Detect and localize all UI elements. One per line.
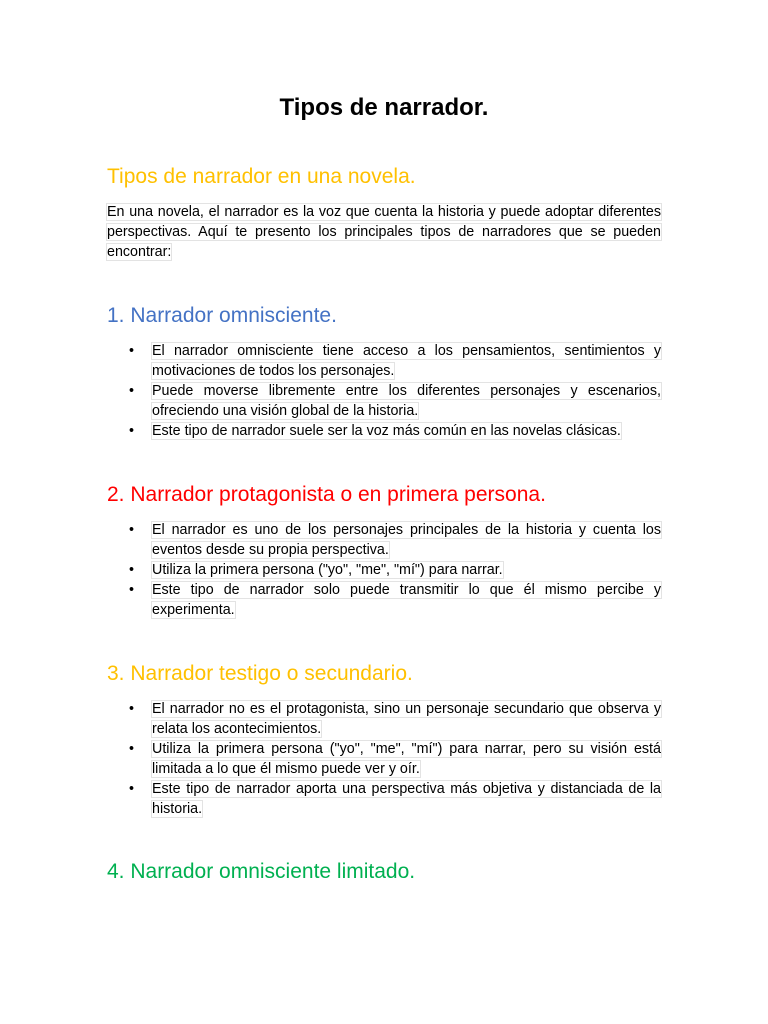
list-item-text: Puede moverse libremente entre los diferentes personajes y escenarios, ofreciendo una visión global de la historia. [152, 383, 661, 419]
list-item-text: Utiliza la primera persona ("yo", "me", "mí") para narrar. [152, 562, 503, 578]
list-item-text: El narrador es uno de los personajes principales de la historia y cuenta los eventos desde su propia perspectiva. [152, 522, 661, 558]
list-item [107, 699, 661, 739]
section-title: Tipos de narrador en una novela. [107, 165, 416, 188]
type-list-omnisciente [107, 341, 661, 441]
bullet-icon: • [129, 582, 135, 598]
list-item [107, 341, 661, 381]
bullet-icon: • [129, 741, 135, 757]
list-item [107, 580, 661, 620]
list-item-text: Este tipo de narrador suele ser la voz más común en las novelas clásicas. [152, 423, 621, 439]
list-item [107, 560, 661, 580]
type-heading-omnisciente-limitado: 4. Narrador omnisciente limitado. [107, 860, 416, 883]
list-item [107, 381, 661, 421]
list-item [107, 520, 661, 560]
list-item-text: El narrador omnisciente tiene acceso a los pensamientos, sentimientos y motivaciones de todos los personajes. [152, 343, 661, 379]
bullet-icon: • [129, 701, 135, 717]
bullet-icon: • [129, 423, 135, 439]
type-list-testigo [107, 699, 661, 819]
bullet-icon: • [129, 343, 135, 359]
bullet-icon: • [129, 562, 135, 578]
list-item-text: Este tipo de narrador solo puede transmitir lo que él mismo percibe y experimenta. [152, 582, 661, 618]
list-item-text: Este tipo de narrador aporta una perspectiva más objetiva y distanciada de la historia. [152, 781, 661, 817]
intro-paragraph [107, 202, 661, 262]
list-item-text: Utiliza la primera persona ("yo", "me", "mí") para narrar, pero su visión está limitada a lo que él mismo puede ver y oír. [152, 741, 661, 777]
type-list-protagonista [107, 520, 661, 620]
type-heading-protagonista: 2. Narrador protagonista o en primera persona. [107, 483, 546, 506]
type-heading-testigo: 3. Narrador testigo o secundario. [107, 662, 413, 685]
bullet-icon: • [129, 781, 135, 797]
page-title: Tipos de narrador. [279, 94, 489, 121]
intro-text: En una novela, el narrador es la voz que cuenta la historia y puede adoptar diferentes perspectivas. Aquí te presento los principales tipos de narradores que se pueden encontrar: [107, 204, 661, 260]
list-item [107, 739, 661, 779]
bullet-icon: • [129, 522, 135, 538]
list-item [107, 421, 661, 441]
bullet-icon: • [129, 383, 135, 399]
list-item-text: El narrador no es el protagonista, sino un personaje secundario que observa y relata los acontecimientos. [152, 701, 661, 737]
list-item [107, 779, 661, 819]
type-heading-omnisciente: 1. Narrador omnisciente. [107, 304, 337, 327]
